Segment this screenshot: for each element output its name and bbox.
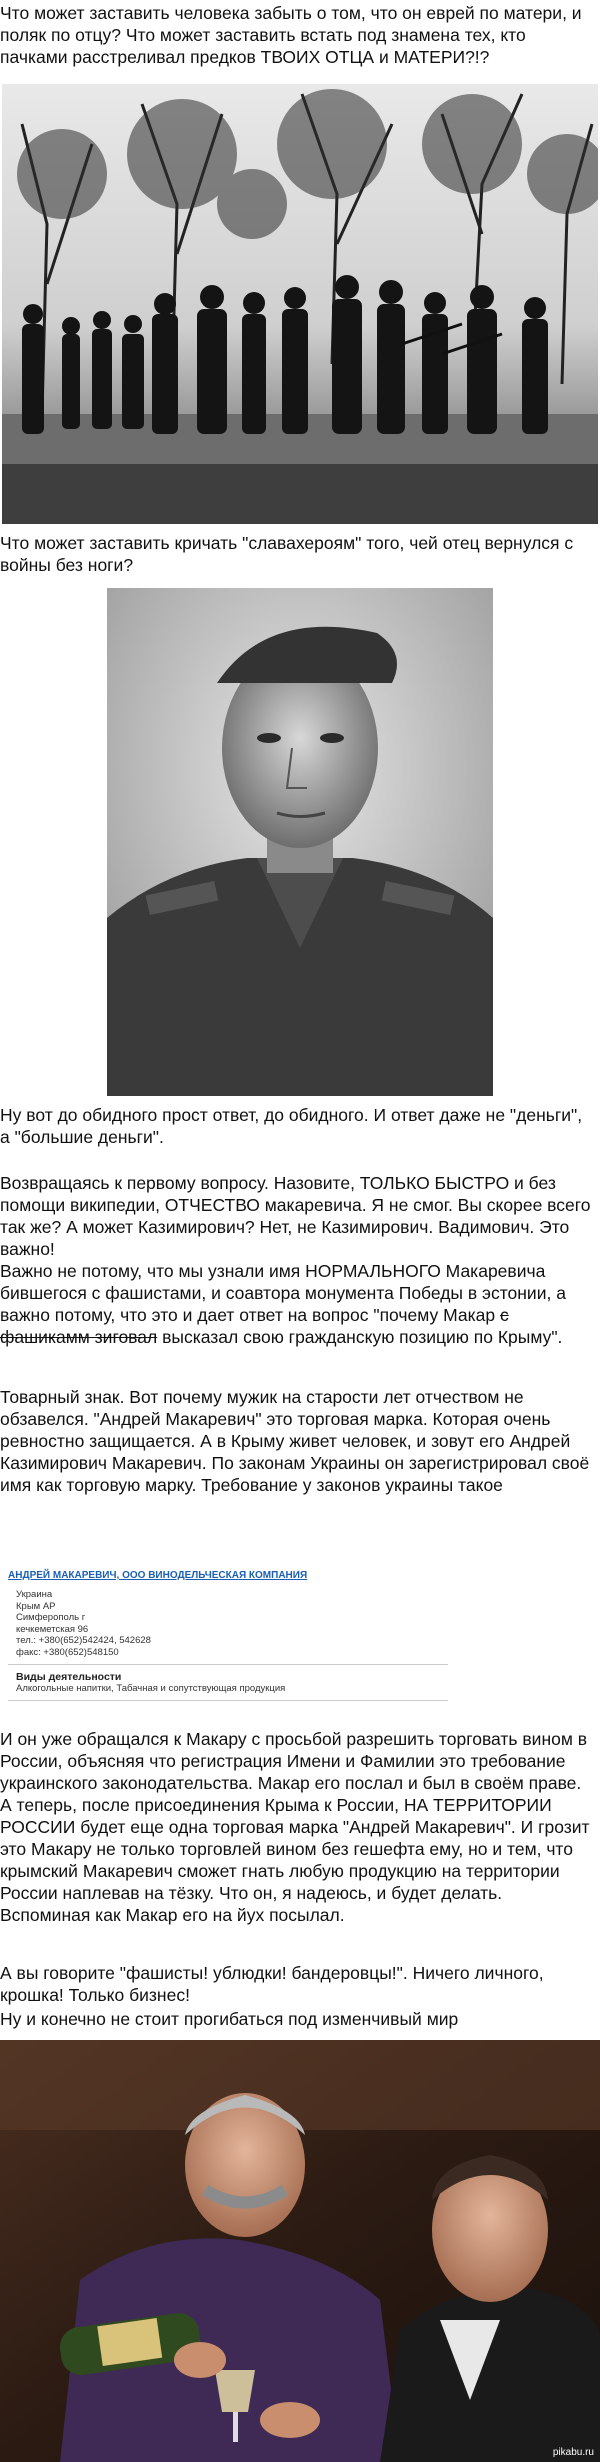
divider [8, 1664, 448, 1665]
company-fax: факс: +380(652)548150 [16, 1646, 119, 1658]
answer-paragraph: Ну вот до обидного прост ответ, до обидного. И ответ даже не "деньги", а "большие деньги". [0, 1105, 583, 1147]
address-country: Украина [16, 1589, 53, 1600]
importance-text-end: высказал свою гражданскую позицию по Крыму". [157, 1327, 563, 1347]
struck-through-text: с фашикамм зиговал [0, 1305, 509, 1347]
business-paragraph: А вы говорите "фашисты! ублюдки! бандеровцы!". Ничего личного, крошка! Только бизнес! [0, 1963, 544, 2005]
question-paragraph: Что может заставить кричать "славахероям" того, чей отец вернулся с войны без ноги? [0, 533, 574, 575]
address-region: Крым АР [16, 1600, 56, 1612]
company-name-link[interactable]: АНДРЕЙ МАКАРЕВИЧ, ООО ВИНОДЕЛЬЧЕСКАЯ КОМПАНИЯ [8, 1570, 308, 1581]
importance-paragraph [0, 1260, 592, 1348]
activity-heading: Виды деятельности [16, 1671, 122, 1683]
address-city: Симферополь г [16, 1612, 86, 1623]
company-phone: тел.: +380(652)542424, 542628 [16, 1635, 151, 1646]
address-street: кечкеметская 96 [16, 1623, 89, 1635]
intro-paragraph: Что может заставить человека забыть о том, что он еврей по матери, и поляк по отцу? Что может заставить встать под знамена тех, кто пачками расстреливал предков ТВОИХ ОТЦА и МАТЕРИ?!? [0, 3, 582, 67]
execution-photo [2, 84, 598, 524]
request-paragraph: И он уже обращался к Макару с просьбой разрешить торговать вином в России, объясняя что регистрация Имени и Фамилии это требование украинского законодательства. Макар его послал и был в своём праве. А теперь, после присоединения Крыма к России, НА ТЕРРИТОРИИ РОССИИ будет еще одна торговая марка "Андрей Макаревич". И грозит это Макару не только торговлей вином без гешефта ему, но и тем, что крымский Макаревич сможет гнать любую продукцию на территории России наплевав на тёзку. Что он, я надеюсь, и будет делать. Вспоминая как Макар его на йух посылал. [0, 1729, 590, 1925]
trademark-paragraph: Товарный знак. Вот почему мужик на старости лет отчеством не обзавелся. "Андрей Макаревич" это торговая марка. Которая очень ревностно защищается. А в Крыму живет человек, и зовут его Андрей Казимирович Макаревич. По законам Украины он зарегистрировал своё имя как торговую марку. Требование у законов украины такое [0, 1387, 590, 1495]
company-registry-card [8, 1570, 448, 1707]
pouring-photo [0, 2040, 600, 2462]
watermark: pikabu.ru [552, 2447, 594, 2458]
importance-text-start: Важно не потому, что мы узнали имя НОРМАЛЬНОГО Макаревича бившегося с фашистами, и соавтора монумента Победы в эстонии, а важно потому, что это и дает ответ на вопрос "почему Макар [0, 1261, 566, 1325]
patronymic-paragraph: Возвращаясь к первому вопросу. Назовите, ТОЛЬКО БЫСТРО и без помощи википедии, ОТЧЕСТВО макаревича. Я не смог. Вы скорее всего так же? А может Казимирович? Нет, не Казимирович. Вадимович. Это важно! [0, 1173, 591, 1259]
closing-paragraph: Ну и конечно не стоит прогибаться под изменчивый мир [0, 2009, 459, 2029]
soldier-portrait-photo [107, 588, 493, 1096]
company-address [8, 1589, 448, 1658]
activity-text: Алкогольные напитки, Табачная и сопутствующая продукция [16, 1683, 286, 1694]
divider-bottom [8, 1700, 448, 1701]
